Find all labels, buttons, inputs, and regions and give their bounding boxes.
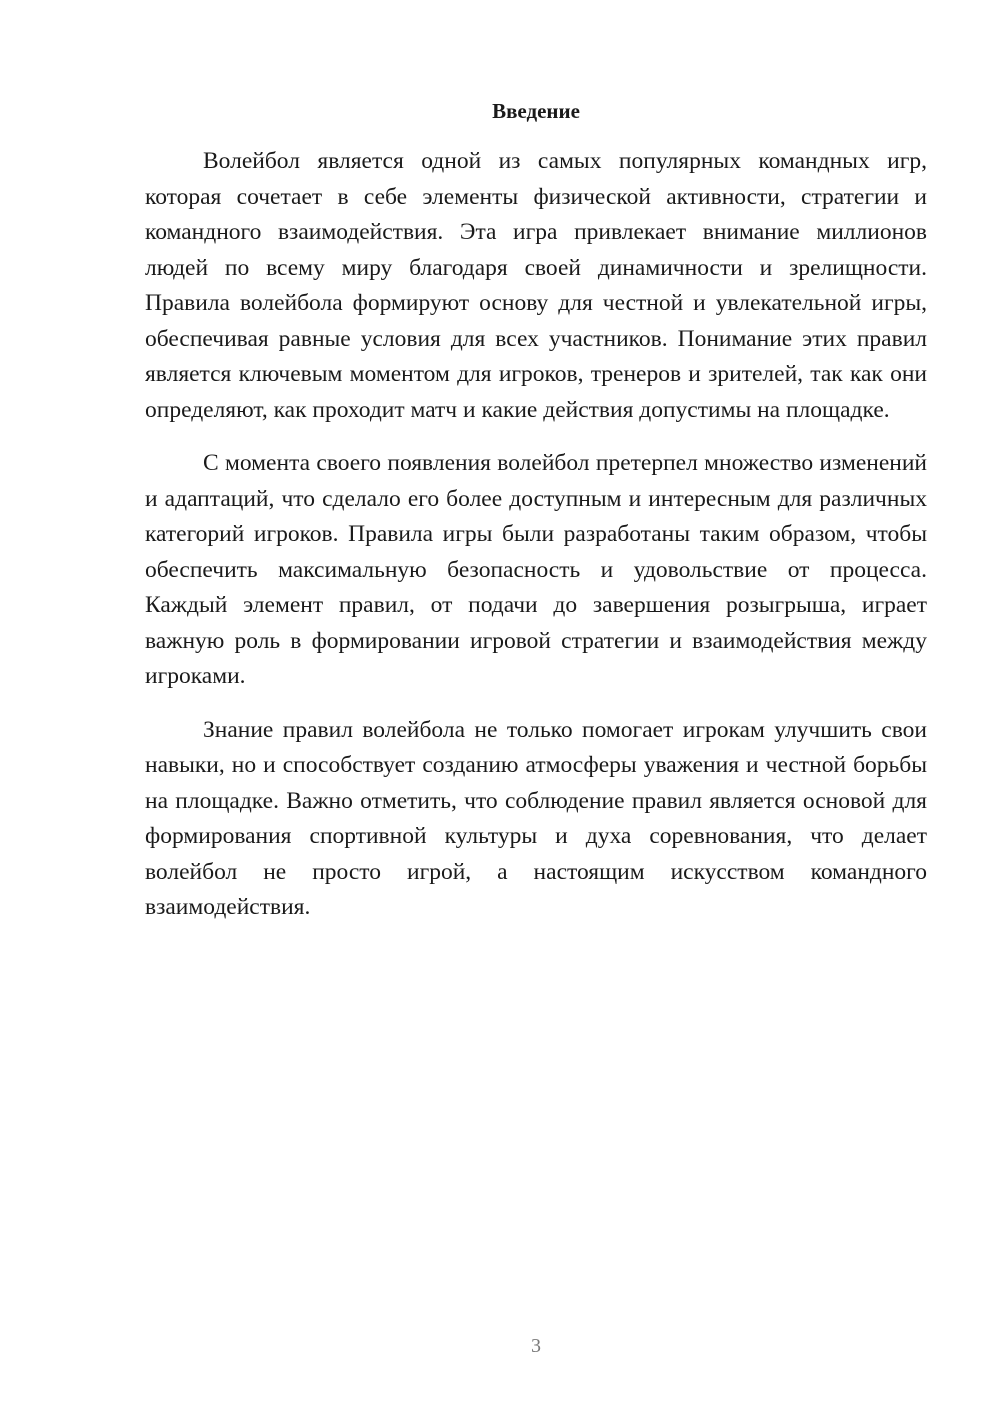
paragraph-3: Знание правил волейбола не только помогает игрокам улучшить свои навыки, но и способствует созданию атмосферы уважения и честной борьбы на площадке. Важно отметить, что соблюдение правил является основой для формирования спортивной культуры и духа соревнования, что делает волейбол не просто игрой, а настоящим искусством командного взаимодействия. [145,716,927,920]
page-number: 3 [531,1335,541,1357]
body-text [145,144,927,926]
section-heading: Введение [492,99,580,123]
paragraph-2: С момента своего появления волейбол претерпел множество изменений и адаптаций, что сделало его более доступным и интересным для различных категорий игроков. Правила игры были разработаны таким образом, чтобы обеспечить максимальную безопасность и удовольствие от процесса. Каждый элемент правил, от подачи до завершения розыгрыша, играет важную роль в формировании игровой стратегии и взаимодействия между игроками. [145,450,927,689]
paragraph-1: Волейбол является одной из самых популярных командных игр, которая сочетает в себе элементы физической активности, стратегии и командного взаимодействия. Эта игра привлекает внимание миллионов людей по всему миру благодаря своей динамичности и зрелищности. Правила волейбола формируют основу для честной и увлекательной игры, обеспечивая равные условия для всех участников. Понимание этих правил является ключевым моментом для игроков, тренеров и зрителей, так как они определяют, как проходит матч и какие действия допустимы на площадке. [145,148,927,423]
